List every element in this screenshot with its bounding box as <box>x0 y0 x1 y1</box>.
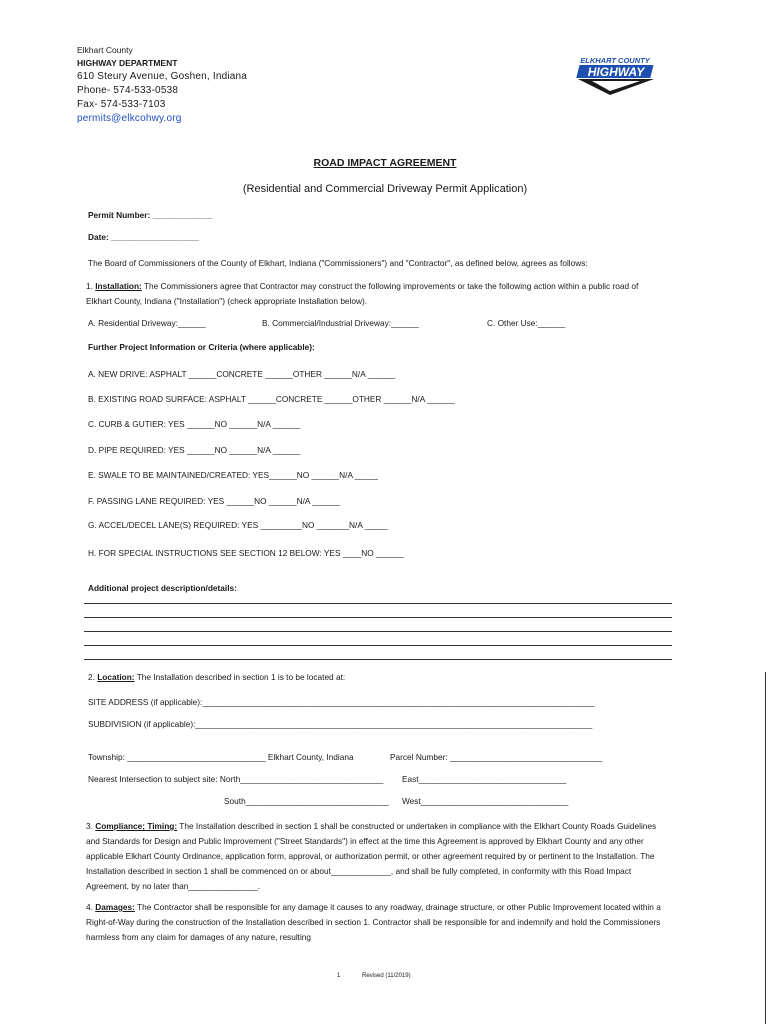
page-number: 1 <box>337 973 341 979</box>
criteria-curb-gutter[interactable]: C. CURB & GUTIER: YES ______NO ______N/A ______ <box>88 419 301 429</box>
section-3-heading: Compliance; Timing: <box>95 821 178 831</box>
section-1-installation <box>86 279 666 309</box>
intersection-north-field[interactable]: Nearest Intersection to subject site: North_______________________________ <box>88 774 384 784</box>
section-1-text: The Commissioners agree that Contractor may construct the following improvements or take the following action within a public road of Elkhart County, Indiana ("Installation") (check appropriate Installation below). <box>86 281 639 306</box>
intersection-west-field[interactable]: West________________________________ <box>402 796 569 806</box>
section-3-compliance-timing <box>86 819 666 894</box>
section-1-number: 1. <box>86 281 93 291</box>
permit-number-field[interactable]: Permit Number: _____________ <box>88 210 213 220</box>
additional-description-heading: Additional project description/details: <box>88 583 237 593</box>
criteria-swale[interactable]: E. SWALE TO BE MAINTAINED/CREATED: YES______NO ______N/A _____ <box>88 470 378 480</box>
section-2-number: 2. <box>88 672 95 682</box>
date-field[interactable]: Date: ___________________ <box>88 232 199 242</box>
section-4-heading: Damages: <box>95 902 135 912</box>
criteria-pipe-required[interactable]: D. PIPE REQUIRED: YES ______NO ______N/A ______ <box>88 445 301 455</box>
section-2-location <box>88 672 345 682</box>
county-name: Elkhart County <box>77 45 133 55</box>
option-other-use[interactable]: C. Other Use:______ <box>487 318 566 328</box>
option-residential-driveway[interactable]: A. Residential Driveway:______ <box>88 318 206 328</box>
department-address: 610 Steury Avenue, Goshen, Indiana <box>77 71 248 82</box>
department-email-link[interactable]: permits@elkcohwy.org <box>77 113 182 124</box>
section-4-number: 4. <box>86 902 93 912</box>
description-line[interactable] <box>84 617 672 618</box>
department-phone: Phone- 574-533-0538 <box>77 85 179 96</box>
option-commercial-driveway[interactable]: B. Commercial/Industrial Driveway:______ <box>262 318 419 328</box>
department-fax: Fax- 574-533-7103 <box>77 99 166 110</box>
description-line[interactable] <box>84 645 672 646</box>
section-3-number: 3. <box>86 821 93 831</box>
document-subtitle: (Residential and Commercial Driveway Permit Application) <box>242 183 528 195</box>
site-address-field[interactable]: SITE ADDRESS (if applicable):_____________________________________________________________________________________ <box>88 697 595 707</box>
subdivision-field[interactable]: SUBDIVISION (if applicable):______________________________________________________________________________________ <box>88 719 593 729</box>
revision-date: Revised (11/2019) <box>362 973 411 979</box>
intersection-east-field[interactable]: East________________________________ <box>402 774 567 784</box>
section-1-heading: Installation: <box>95 281 142 291</box>
logo-line1: ELKHART COUNTY <box>580 56 650 65</box>
further-info-heading: Further Project Information or Criteria (where applicable): <box>88 342 315 352</box>
description-line[interactable] <box>84 659 672 660</box>
section-2-text: The Installation described in section 1 is to be located at: <box>134 672 346 682</box>
parcel-number-field[interactable]: Parcel Number: _________________________________ <box>390 752 603 762</box>
criteria-new-drive[interactable]: A. NEW DRIVE: ASPHALT ______CONCRETE ______OTHER ______N/A ______ <box>88 369 396 379</box>
department-name: HIGHWAY DEPARTMENT <box>77 58 178 68</box>
township-field[interactable]: Township: ______________________________ Elkhart County, Indiana <box>88 752 354 762</box>
intersection-south-field[interactable]: South_______________________________ <box>224 796 389 806</box>
description-line[interactable] <box>84 603 672 604</box>
logo-line2: HIGHWAY <box>587 65 645 79</box>
margin-line <box>765 672 766 1024</box>
elkhart-highway-logo <box>570 55 660 97</box>
description-line[interactable] <box>84 631 672 632</box>
criteria-accel-decel-lane[interactable]: G. ACCEL/DECEL LANE(S) REQUIRED: YES _________NO _______N/A _____ <box>88 520 388 530</box>
criteria-special-instructions[interactable]: H. FOR SPECIAL INSTRUCTIONS SEE SECTION 12 BELOW: YES ____NO ______ <box>88 548 404 558</box>
section-2-heading: Location: <box>97 672 135 682</box>
section-4-damages <box>86 900 666 945</box>
intro-text: The Board of Commissioners of the County of Elkhart, Indiana ("Commissioners") and "Contractor", as defined below, agrees as follows: <box>88 258 588 268</box>
criteria-existing-road-surface[interactable]: B. EXISTING ROAD SURFACE: ASPHALT ______CONCRETE ______OTHER ______N/A ______ <box>88 394 455 404</box>
document-title: ROAD IMPACT AGREEMENT <box>313 157 457 169</box>
criteria-passing-lane[interactable]: F. PASSING LANE REQUIRED: YES ______NO ______N/A ______ <box>88 496 340 506</box>
section-4-text: The Contractor shall be responsible for any damage it causes to any roadway, drainage structure, or other Public Improvement located within a Right-of-Way during the construction of the Installation described in section 1. Contractor shall be responsible for and indemnify and hold the Commissioners harmless from any claim for damages of any nature, resulting <box>86 902 661 942</box>
section-3-text: The Installation described in section 1 shall be constructed or undertaken in compliance with the Elkhart County Roads Guidelines and Standards for Design and Public Improvement ("Street Standards") in effect at the time this Agreement is approved by Elkhart County and any other applicable Elkhart County Ordinance, application form, approval, or authorization permit, or other agreement required by or pertinent to the Installation. The Installation described in section 1 shall be commenced on or about_____________, and shall be fully completed, in conformity with this Road Impact Agreement, by no later than_______________. <box>86 821 657 891</box>
